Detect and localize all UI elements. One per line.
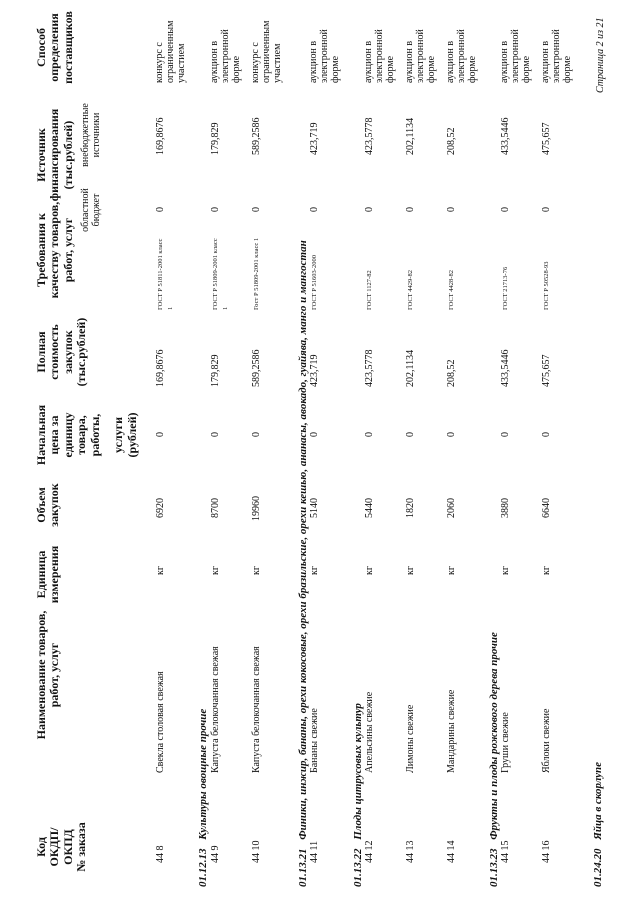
group-code: 01.24.20 [592, 848, 604, 887]
row-requirement: ГОСТ Р 51811-2001 класс [157, 238, 164, 310]
header-requirements: Требования к качеству товаров, работ, услуг [34, 201, 75, 299]
row-method: аукцион в электронной форме [308, 29, 341, 83]
row-method: аукцион в электронной форме [363, 29, 396, 83]
row-price: 0 [309, 432, 320, 437]
row-name: Бананы свежие [309, 708, 320, 773]
row-method: аукцион в электронной форме [404, 29, 437, 83]
header-code: Код ОКДП/ ОКПД № заказа [34, 822, 89, 872]
row-method: аукцион в электронной форме [209, 29, 242, 83]
row-extra: 433,5446 [500, 117, 511, 155]
row-name: Капуста белокочанная свежая [210, 646, 221, 773]
row-extra: 169,8676 [155, 117, 166, 155]
group-row [197, 709, 209, 887]
row-regional: 0 [364, 207, 375, 212]
header-fin-regional: областной бюджет [80, 188, 103, 232]
group-row [352, 703, 364, 887]
row-volume: 1820 [405, 498, 416, 518]
row-requirement-cont: 1 [222, 306, 229, 310]
row-code: 44 11 [309, 840, 320, 863]
row-requirement: ГОСТ Р 51809-2001 класс [212, 238, 219, 310]
row-extra: 423,5778 [364, 117, 375, 155]
row-volume: 2060 [446, 498, 457, 518]
group-code: 01.13.23 [488, 848, 500, 887]
row-regional: 0 [405, 207, 416, 212]
row-unit: кг [541, 566, 552, 575]
group-code: 01.13.21 [297, 848, 309, 887]
row-unit: кг [446, 566, 457, 575]
group-code: 01.12.13 [197, 848, 209, 887]
row-price: 0 [541, 432, 552, 437]
row-unit: кг [251, 566, 262, 575]
row-extra: 179,829 [210, 122, 221, 155]
row-unit: кг [210, 566, 221, 575]
row-code: 44 10 [251, 840, 262, 863]
row-total: 423,719 [309, 354, 320, 387]
row-name: Яблоки свежие [541, 708, 552, 773]
row-requirement-cont: 1 [167, 306, 174, 310]
row-regional: 0 [251, 207, 262, 212]
row-name: Свекла столовая свежая [155, 671, 166, 773]
row-regional: 0 [309, 207, 320, 212]
row-name: Лимоны свежие [405, 704, 416, 773]
group-row [488, 632, 500, 887]
row-extra: 423,719 [309, 122, 320, 155]
group-row [592, 762, 604, 887]
row-code: 44 16 [541, 840, 552, 863]
header-method: Способ определения поставщиков [34, 11, 75, 84]
row-price: 0 [210, 432, 221, 437]
row-volume: 5440 [364, 498, 375, 518]
row-extra: 589,2586 [251, 117, 262, 155]
group-name: Яйца в скорлупе [592, 762, 604, 840]
row-method: аукцион в электронной форме [540, 29, 573, 83]
row-total: 475,657 [541, 354, 552, 387]
header-volume: Объем закупок [34, 483, 62, 527]
row-total: 202,1134 [405, 349, 416, 387]
header-unit: Единица измерения [34, 545, 62, 604]
row-volume: 8700 [210, 498, 221, 518]
row-requirement: ГОСТ 1127-82 [366, 270, 373, 310]
group-code: 01.13.22 [352, 848, 364, 887]
row-method: аукцион в электронной форме [445, 29, 478, 83]
page-number: Страница 2 из 21 [595, 17, 606, 93]
row-name: Капуста белокочанная свежая [251, 646, 262, 773]
row-method: конкурс с ограниченным участием [154, 20, 187, 83]
row-code: 44 12 [364, 840, 375, 863]
row-name: Апельсины свежие [364, 691, 375, 773]
row-requirement: ГОСТ Р 51603-2000 [311, 255, 318, 310]
row-price: 0 [446, 432, 457, 437]
row-total: 589,2586 [251, 349, 262, 387]
row-code: 44 14 [446, 840, 457, 863]
group-row [297, 240, 309, 887]
row-method: аукцион в электронной форме [499, 29, 532, 83]
row-price: 0 [251, 432, 262, 437]
row-name: Мандарины свежие [446, 689, 457, 773]
row-unit: кг [309, 566, 320, 575]
row-requirement: Гост Р 51809-2001 класс 1 [253, 237, 260, 310]
row-regional: 0 [500, 207, 511, 212]
row-regional: 0 [446, 207, 457, 212]
group-name: Финики, инжир, бананы, орехи кокосовые, орехи бразильские, орехи кешью, ананасы, авокадо, гуайява, манго и мангостан [297, 240, 309, 840]
row-unit: кг [500, 566, 511, 575]
row-requirement: ГОСТ 4428-82 [448, 270, 455, 310]
row-volume: 19960 [251, 496, 262, 521]
row-price: 0 [155, 432, 166, 437]
row-regional: 0 [541, 207, 552, 212]
row-price: 0 [364, 432, 375, 437]
header-price: Начальная цена за единицу товара, работы, услуги (рублей) [34, 404, 139, 466]
group-name: Плоды цитрусовых культур [352, 703, 364, 840]
row-unit: кг [155, 566, 166, 575]
group-name: Культуры овощные прочие [197, 708, 209, 840]
row-extra: 475,657 [541, 122, 552, 155]
row-name: Груши свежие [500, 712, 511, 773]
row-regional: 0 [155, 207, 166, 212]
row-extra: 202,1134 [405, 117, 416, 155]
row-volume: 3880 [500, 498, 511, 518]
header-fin-extra: внебюджетные источники [80, 103, 103, 167]
row-total: 169,8676 [155, 349, 166, 387]
header-financing: Источник финансирования (тыс.рублей) [34, 108, 75, 202]
row-method: конкурс с ограниченным участием [250, 20, 283, 83]
row-unit: кг [405, 566, 416, 575]
row-requirement: ГОСТ 4429-82 [407, 270, 414, 310]
row-total: 433,5446 [500, 349, 511, 387]
header-name: Наименование товаров, работ, услуг [34, 610, 62, 740]
row-code: 44 8 [155, 845, 166, 863]
row-extra: 208,52 [446, 127, 457, 155]
row-price: 0 [405, 432, 416, 437]
row-total: 208,52 [446, 359, 457, 387]
row-code: 44 13 [405, 840, 416, 863]
row-code: 44 15 [500, 840, 511, 863]
group-name: Фрукты и плоды рожкового дерева прочие [488, 632, 500, 840]
row-price: 0 [500, 432, 511, 437]
row-volume: 5140 [309, 498, 320, 518]
row-total: 423,5778 [364, 349, 375, 387]
row-requirement: ГОСТ Р 50528-93 [543, 261, 550, 310]
row-code: 44 9 [210, 845, 221, 863]
header-total: Полная стоимость закупок (тыс.рублей) [34, 317, 89, 387]
row-volume: 6920 [155, 498, 166, 518]
row-regional: 0 [210, 207, 221, 212]
row-requirement: ГОСТ 21713-76 [502, 266, 509, 310]
row-volume: 6640 [541, 498, 552, 518]
row-unit: кг [364, 566, 375, 575]
row-total: 179,829 [210, 354, 221, 387]
